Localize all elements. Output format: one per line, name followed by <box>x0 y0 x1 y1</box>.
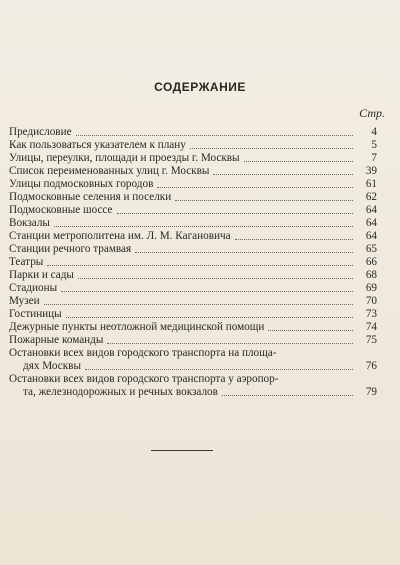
toc-entry-page: 76 <box>365 360 377 372</box>
toc-entry-title: Вокзалы <box>9 217 50 229</box>
toc-entry-railway-stations <box>9 217 377 230</box>
toc-entry-renamed-streets <box>9 165 377 178</box>
dot-leader <box>190 147 353 149</box>
toc-entry-river-tram <box>9 243 377 256</box>
toc-entry-preface <box>9 126 377 139</box>
dot-leader <box>78 277 353 279</box>
toc-entry-theatres <box>9 256 377 269</box>
toc-entry-title: Как пользоваться указателем к плану <box>9 139 186 151</box>
dot-leader <box>47 264 353 266</box>
toc-entry-title: та, железнодорожных и речных вокзалов <box>23 386 218 398</box>
dot-leader <box>54 225 353 227</box>
toc-entry-title: Подмосковные селения и поселки <box>9 191 172 203</box>
toc-entry-title: Остановки всех видов городского транспорта у аэропор- <box>9 373 279 385</box>
dot-leader <box>135 251 353 253</box>
toc-entry-transport-squares <box>9 347 377 360</box>
toc-entry-title: Станции речного трамвая <box>9 243 132 255</box>
toc-entry-title: дях Москвы <box>23 360 81 372</box>
toc-entry-title: Пожарные команды <box>9 334 104 346</box>
toc-entry-page: 79 <box>365 386 377 398</box>
dot-leader <box>157 186 353 188</box>
dot-leader <box>85 368 353 370</box>
dot-leader <box>213 173 353 175</box>
dot-leader <box>66 316 353 318</box>
toc-entry-title: Подмосковные шоссе <box>9 204 113 216</box>
dot-leader <box>44 303 353 305</box>
toc-entry-transport-stations-cont <box>9 386 377 399</box>
toc-entry-page: 74 <box>365 321 377 333</box>
toc-entry-title: Театры <box>9 256 44 268</box>
toc-entry-page: 68 <box>365 269 377 281</box>
toc-entry-page: 62 <box>365 191 377 203</box>
toc-entry-page: 73 <box>365 308 377 320</box>
toc-entry-page: 64 <box>365 204 377 216</box>
toc-entry-title: Музеи <box>9 295 40 307</box>
toc-entry-title: Гостиницы <box>9 308 62 320</box>
toc-entry-page: 39 <box>365 165 377 177</box>
toc-entry-page: 65 <box>365 243 377 255</box>
toc-entry-suburban-highways <box>9 204 377 217</box>
dot-leader <box>107 342 353 344</box>
toc-entry-stadiums <box>9 282 377 295</box>
toc-entry-moscow-streets <box>9 152 377 165</box>
dot-leader <box>268 329 353 331</box>
toc-entry-title: Стадионы <box>9 282 58 294</box>
toc-entry-page: 5 <box>371 139 377 151</box>
toc-entry-title: Остановки всех видов городского транспорта на площа- <box>9 347 277 359</box>
toc-entry-transport-squares-cont <box>9 360 377 373</box>
dot-leader <box>76 134 353 136</box>
toc-entry-museums <box>9 295 377 308</box>
table-of-contents <box>9 126 377 399</box>
toc-entry-suburban-villages <box>9 191 377 204</box>
page-title: СОДЕРЖАНИЕ <box>154 80 246 94</box>
toc-entry-hotels <box>9 308 377 321</box>
toc-entry-title: Улицы, переулки, площади и проезды г. Москвы <box>9 152 240 164</box>
toc-entry-title: Предисловие <box>9 126 72 138</box>
page-column-label: Стр. <box>359 106 385 120</box>
toc-entry-parks <box>9 269 377 282</box>
toc-entry-how-to-use <box>9 139 377 152</box>
toc-entry-suburban-streets <box>9 178 377 191</box>
toc-entry-page: 64 <box>365 217 377 229</box>
toc-entry-page: 70 <box>365 295 377 307</box>
toc-entry-title: Станции метрополитена им. Л. М. Кагановича <box>9 230 231 242</box>
toc-entry-emergency-medical <box>9 321 377 334</box>
toc-entry-page: 4 <box>371 126 377 138</box>
toc-entry-title: Список переименованных улиц г. Москвы <box>9 165 210 177</box>
toc-entry-page: 69 <box>365 282 377 294</box>
dot-leader <box>222 394 353 396</box>
toc-entry-fire-brigades <box>9 334 377 347</box>
toc-entry-page: 66 <box>365 256 377 268</box>
dot-leader <box>235 238 353 240</box>
toc-entry-title: Дежурные пункты неотложной медицинской помощи <box>9 321 265 333</box>
dot-leader <box>175 199 353 201</box>
toc-entry-metro-stations <box>9 230 377 243</box>
toc-entry-page: 64 <box>365 230 377 242</box>
toc-entry-title: Парки и сады <box>9 269 74 281</box>
toc-entry-page: 61 <box>365 178 377 190</box>
toc-entry-transport-stations <box>9 373 377 386</box>
toc-entry-page: 7 <box>371 152 377 164</box>
toc-entry-title: Улицы подмосковных городов <box>9 178 154 190</box>
toc-entry-page: 75 <box>365 334 377 346</box>
dot-leader <box>117 212 354 214</box>
dot-leader <box>244 160 353 162</box>
closing-rule <box>151 450 213 451</box>
dot-leader <box>61 290 353 292</box>
